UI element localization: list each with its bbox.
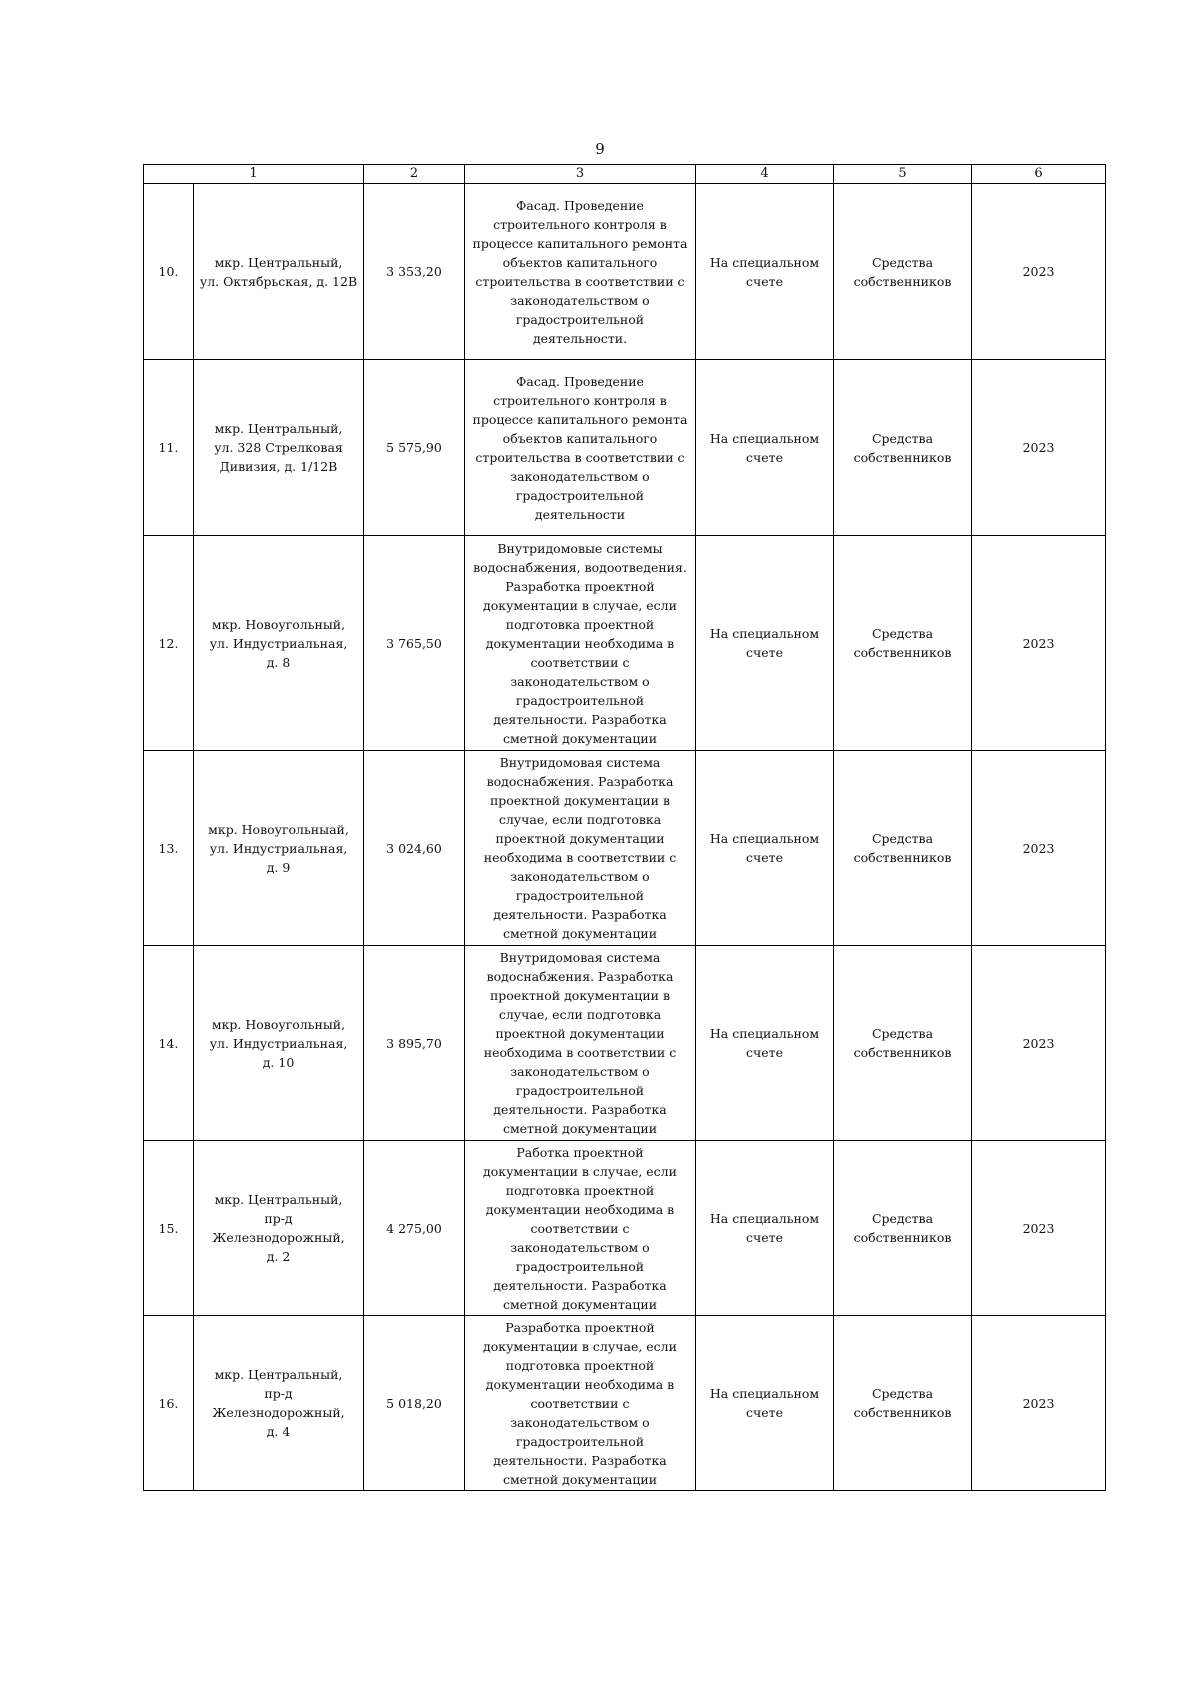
year-cell: 2023: [972, 946, 1106, 1141]
address-cell: мкр. Центральный, пр-д Железнодорожный, д. 4: [194, 1316, 364, 1491]
table-row: [144, 751, 1106, 946]
row-number: 13.: [144, 751, 194, 946]
area-cell: 5 018,20: [364, 1316, 465, 1491]
works-cell: Фасад. Проведение строительного контроля в процессе капитального ремонта объектов капитального строительства в соответствии с законодательством о градостроительной деятельности.: [465, 184, 696, 360]
account-cell: На специальном счете: [696, 360, 834, 536]
row-number: 10.: [144, 184, 194, 360]
account-cell: На специальном счете: [696, 536, 834, 751]
works-cell: Разработка проектной документации в случае, если подготовка проектной документации необходима в соответствии с законодательством о градостроительной деятельности. Разработка сметной документации: [465, 1316, 696, 1491]
address-cell: мкр. Новоугольныай, ул. Индустриальная, д. 9: [194, 751, 364, 946]
address-cell: мкр. Новоугольный, ул. Индустриальная, д. 8: [194, 536, 364, 751]
source-cell: Средства собственников: [834, 184, 972, 360]
account-cell: На специальном счете: [696, 946, 834, 1141]
row-number: 12.: [144, 536, 194, 751]
year-cell: 2023: [972, 751, 1106, 946]
table-row: [144, 946, 1106, 1141]
row-number: 14.: [144, 946, 194, 1141]
table-row: [144, 536, 1106, 751]
source-cell: Средства собственников: [834, 1141, 972, 1316]
works-cell: Фасад. Проведение строительного контроля в процессе капитального ремонта объектов капитального строительства в соответствии с законодательством о градостроительной деятельности: [465, 360, 696, 536]
account-cell: На специальном счете: [696, 1316, 834, 1491]
works-cell: Работка проектной документации в случае, если подготовка проектной документации необходима в соответствии с законодательством о градостроительной деятельности. Разработка сметной документации: [465, 1141, 696, 1316]
header-cell: 6: [972, 165, 1106, 184]
header-cell: 5: [834, 165, 972, 184]
table-row: [144, 1316, 1106, 1491]
year-cell: 2023: [972, 536, 1106, 751]
page-number: 9: [595, 140, 605, 158]
area-cell: 5 575,90: [364, 360, 465, 536]
address-cell: мкр. Центральный, ул. 328 Стрелковая Дивизия, д. 1/12В: [194, 360, 364, 536]
source-cell: Средства собственников: [834, 1316, 972, 1491]
works-cell: Внутридомовые системы водоснабжения, водоотведения. Разработка проектной документации в случае, если подготовка проектной документации необходима в соответствии с законодательством о градостроительной деятельности. Разработка сметной документации: [465, 536, 696, 751]
header-cell: 3: [465, 165, 696, 184]
source-cell: Средства собственников: [834, 946, 972, 1141]
source-cell: Средства собственников: [834, 360, 972, 536]
source-cell: Средства собственников: [834, 536, 972, 751]
works-table: [143, 164, 1106, 1491]
account-cell: На специальном счете: [696, 184, 834, 360]
address-cell: мкр. Новоугольный, ул. Индустриальная, д. 10: [194, 946, 364, 1141]
row-number: 15.: [144, 1141, 194, 1316]
address-cell: мкр. Центральный, пр-д Железнодорожный, д. 2: [194, 1141, 364, 1316]
area-cell: 3 353,20: [364, 184, 465, 360]
source-cell: Средства собственников: [834, 751, 972, 946]
account-cell: На специальном счете: [696, 751, 834, 946]
address-cell: мкр. Центральный, ул. Октябрьская, д. 12В: [194, 184, 364, 360]
table-row: [144, 1141, 1106, 1316]
account-cell: На специальном счете: [696, 1141, 834, 1316]
area-cell: 3 024,60: [364, 751, 465, 946]
year-cell: 2023: [972, 1141, 1106, 1316]
header-cell: 2: [364, 165, 465, 184]
header-cell: 4: [696, 165, 834, 184]
header-cell: 1: [144, 165, 364, 184]
works-cell: Внутридомовая система водоснабжения. Разработка проектной документации в случае, если подготовка проектной документации необходима в соответствии с законодательством о градостроительной деятельности. Разработка сметной документации: [465, 751, 696, 946]
area-cell: 3 895,70: [364, 946, 465, 1141]
row-number: 16.: [144, 1316, 194, 1491]
year-cell: 2023: [972, 184, 1106, 360]
row-number: 11.: [144, 360, 194, 536]
year-cell: 2023: [972, 1316, 1106, 1491]
area-cell: 4 275,00: [364, 1141, 465, 1316]
works-cell: Внутридомовая система водоснабжения. Разработка проектной документации в случае, если подготовка проектной документации необходима в соответствии с законодательством о градостроительной деятельности. Разработка сметной документации: [465, 946, 696, 1141]
table-row: [144, 360, 1106, 536]
area-cell: 3 765,50: [364, 536, 465, 751]
year-cell: 2023: [972, 360, 1106, 536]
header-row: [144, 165, 1106, 184]
table-row: [144, 184, 1106, 360]
